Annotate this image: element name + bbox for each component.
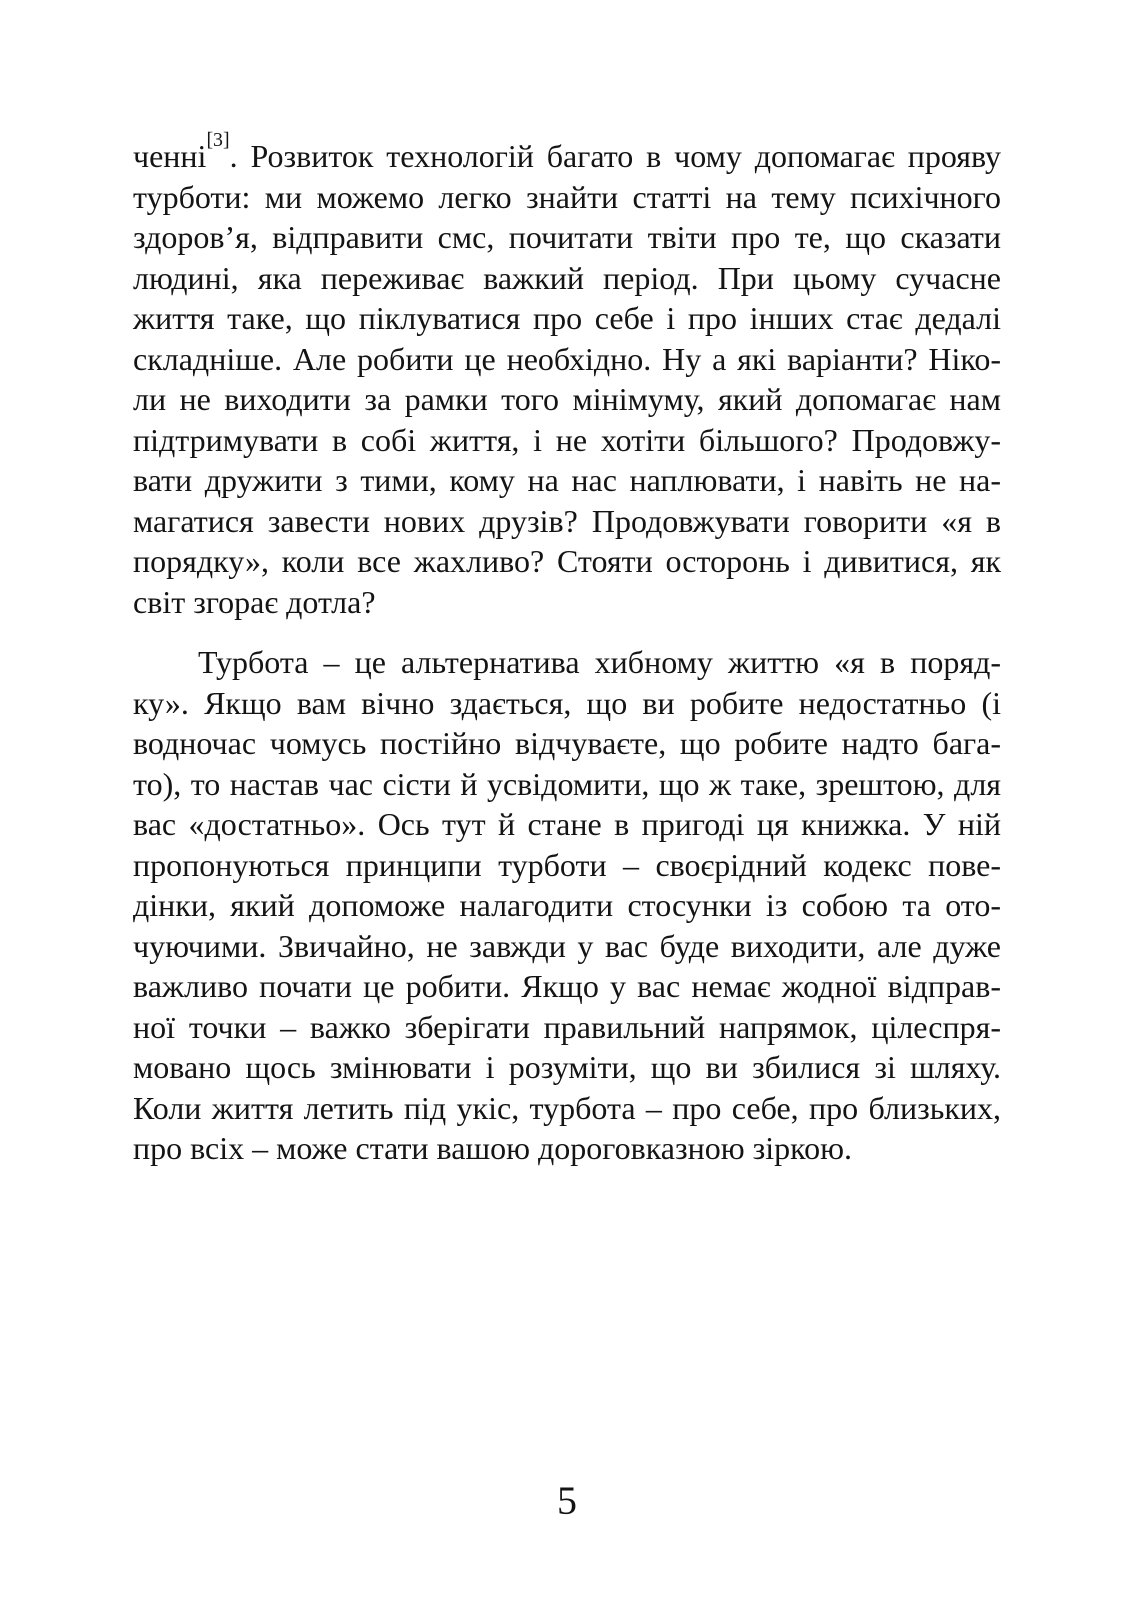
text-line: ченні[3]. Розвиток технологій багато в чому допомагає прояву bbox=[133, 128, 1001, 174]
text-line: магатися завести нових друзів? Продовжувати говорити «я в bbox=[133, 502, 1001, 539]
text-line: мовано щось змінювати і розуміти, що ви збилися зі шляху. bbox=[133, 1049, 1001, 1085]
text-line: світ згорає дотла? bbox=[133, 583, 376, 620]
text-line: життя таке, що піклуватися про себе і про інших стає дедалі bbox=[133, 300, 1001, 336]
page-text bbox=[133, 128, 1001, 1169]
text-line: вас «достатньо». Ось тут й стане в пригоді ця книжка. У ній bbox=[133, 806, 1001, 842]
text-line: чуючими. Звичайно, не завжди у вас буде виходити, але дуже bbox=[133, 927, 1001, 964]
text-line: людині, яка переживає важкий період. При цьому сучасне bbox=[133, 259, 1001, 296]
page-number: 5 bbox=[557, 1478, 577, 1523]
text-line: порядку», коли все жахливо? Стояти осторонь і дивитися, як bbox=[133, 543, 1001, 579]
text-line: про всіх – може стати вашою дороговказною зіркою. bbox=[133, 1130, 852, 1166]
text-line: вати дружити з тими, кому на нас наплювати, і навіть не на- bbox=[133, 462, 1001, 498]
paragraph bbox=[133, 128, 1001, 622]
text-line: ли не виходити за рамки того мінімуму, який допомагає нам bbox=[133, 381, 1001, 417]
text-line: складніше. Але робити це необхідно. Ну а які варіанти? Ніко- bbox=[133, 340, 1001, 377]
text-line: то), то настав час сісти й усвідомити, що ж таке, зрештою, для bbox=[133, 765, 1001, 802]
text-line: важливо почати це робити. Якщо у вас немає жодної відправ- bbox=[133, 968, 1001, 1004]
text-line: турботи: ми можемо легко знайти статті на тему психічного bbox=[133, 178, 1001, 215]
text-line: здоров’я, відправити смс, почитати твіти про те, що сказати bbox=[133, 219, 1001, 255]
text-line: дінки, який допоможе налагодити стосунки із собою та ото- bbox=[133, 887, 1001, 923]
text-line: водночас чомусь постійно відчуваєте, що робите надто бага- bbox=[133, 725, 1001, 761]
footnote-reference: [3] bbox=[206, 128, 230, 151]
text-line: Турбота – це альтернатива хибному життю «я в поряд- bbox=[198, 644, 1001, 680]
text-line: ку». Якщо вам вічно здається, що ви робите недостатньо (і bbox=[133, 684, 1001, 721]
text-line: Коли життя летить під укіс, турбота – про себе, про близьких, bbox=[133, 1089, 1001, 1126]
paragraph bbox=[133, 642, 1001, 1169]
text-line: пропонуються принципи турботи – своєрідний кодекс пове- bbox=[133, 846, 1001, 883]
text-line: підтримувати в собі життя, і не хотіти більшого? Продовжу- bbox=[133, 421, 1001, 458]
text-line: ної точки – важко зберігати правильний напрямок, цілеспря- bbox=[133, 1008, 1001, 1045]
